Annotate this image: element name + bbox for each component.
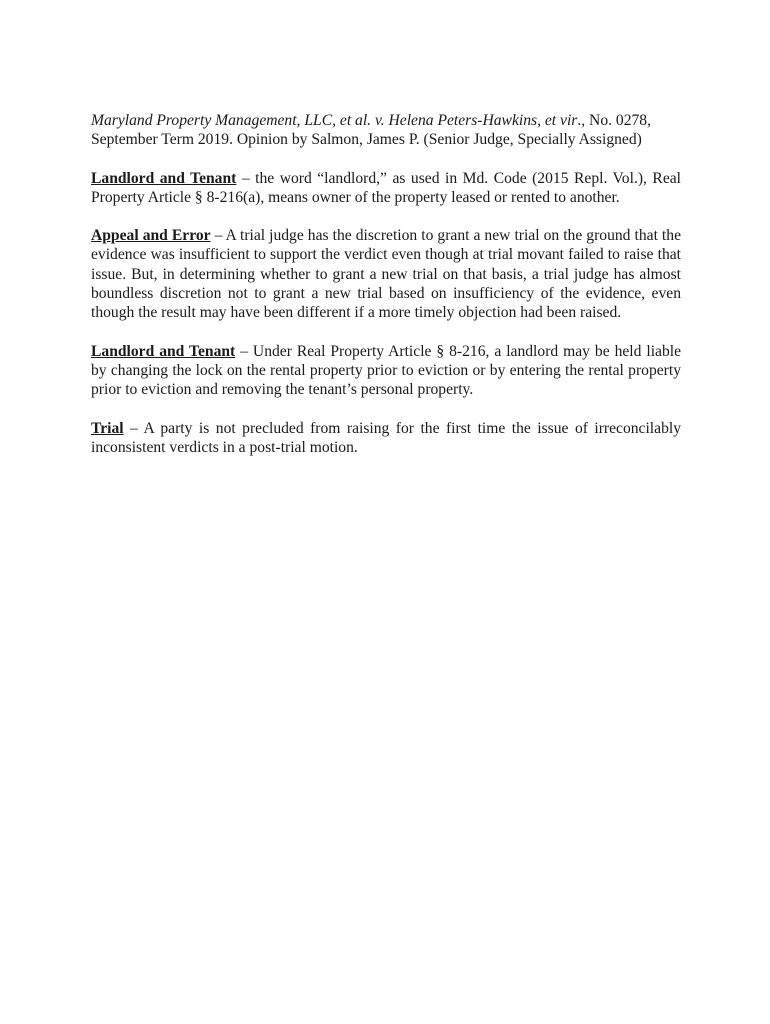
case-name: Maryland Property Management, LLC, et al. v. Helena Peters-Hawkins, et vir: [91, 112, 578, 129]
headnote-landlord-liability: [91, 342, 681, 400]
headnote-topic: Landlord and Tenant: [91, 342, 236, 360]
headnote-topic: Appeal and Error: [91, 227, 211, 245]
document-page: [91, 111, 681, 476]
headnote-landlord-definition: [91, 169, 681, 208]
headnote-text: – the word “landlord,” as used in Md. Code (2015 Repl. Vol.), Real Property Article § 8-216(a), means owner of the property leased or rented to another.: [91, 169, 682, 206]
headnote-text: – Under Real Property Article § 8-216, a landlord may be held liable by changing the lock on the rental property prior to eviction or by entering the rental property prior to eviction and removing the tenant’s personal property.: [91, 342, 682, 399]
headnote-topic: Trial: [91, 419, 124, 437]
headnote-text: – A trial judge has the discretion to grant a new trial on the ground that the evidence was insufficient to support the verdict even though at trial movant failed to raise that issue. But, in determining whether to grant a new trial on that basis, a trial judge has almost boundless discretion not to grant a new trial based on insufficiency of the evidence, even though the result may have been different if a more timely objection had been raised.: [91, 227, 681, 322]
case-caption: [91, 111, 681, 150]
case-details: ., No. 0278, September Term 2019. Opinion by Salmon, James P. (Senior Judge, Specially Assigned): [91, 112, 651, 149]
headnote-trial: [91, 419, 681, 458]
headnote-text: – A party is not precluded from raising for the first time the issue of irreconcilably inconsistent verdicts in a post-trial motion.: [91, 419, 681, 456]
headnote-appeal-and-error: [91, 226, 681, 322]
headnote-topic: Landlord and Tenant: [91, 169, 237, 187]
